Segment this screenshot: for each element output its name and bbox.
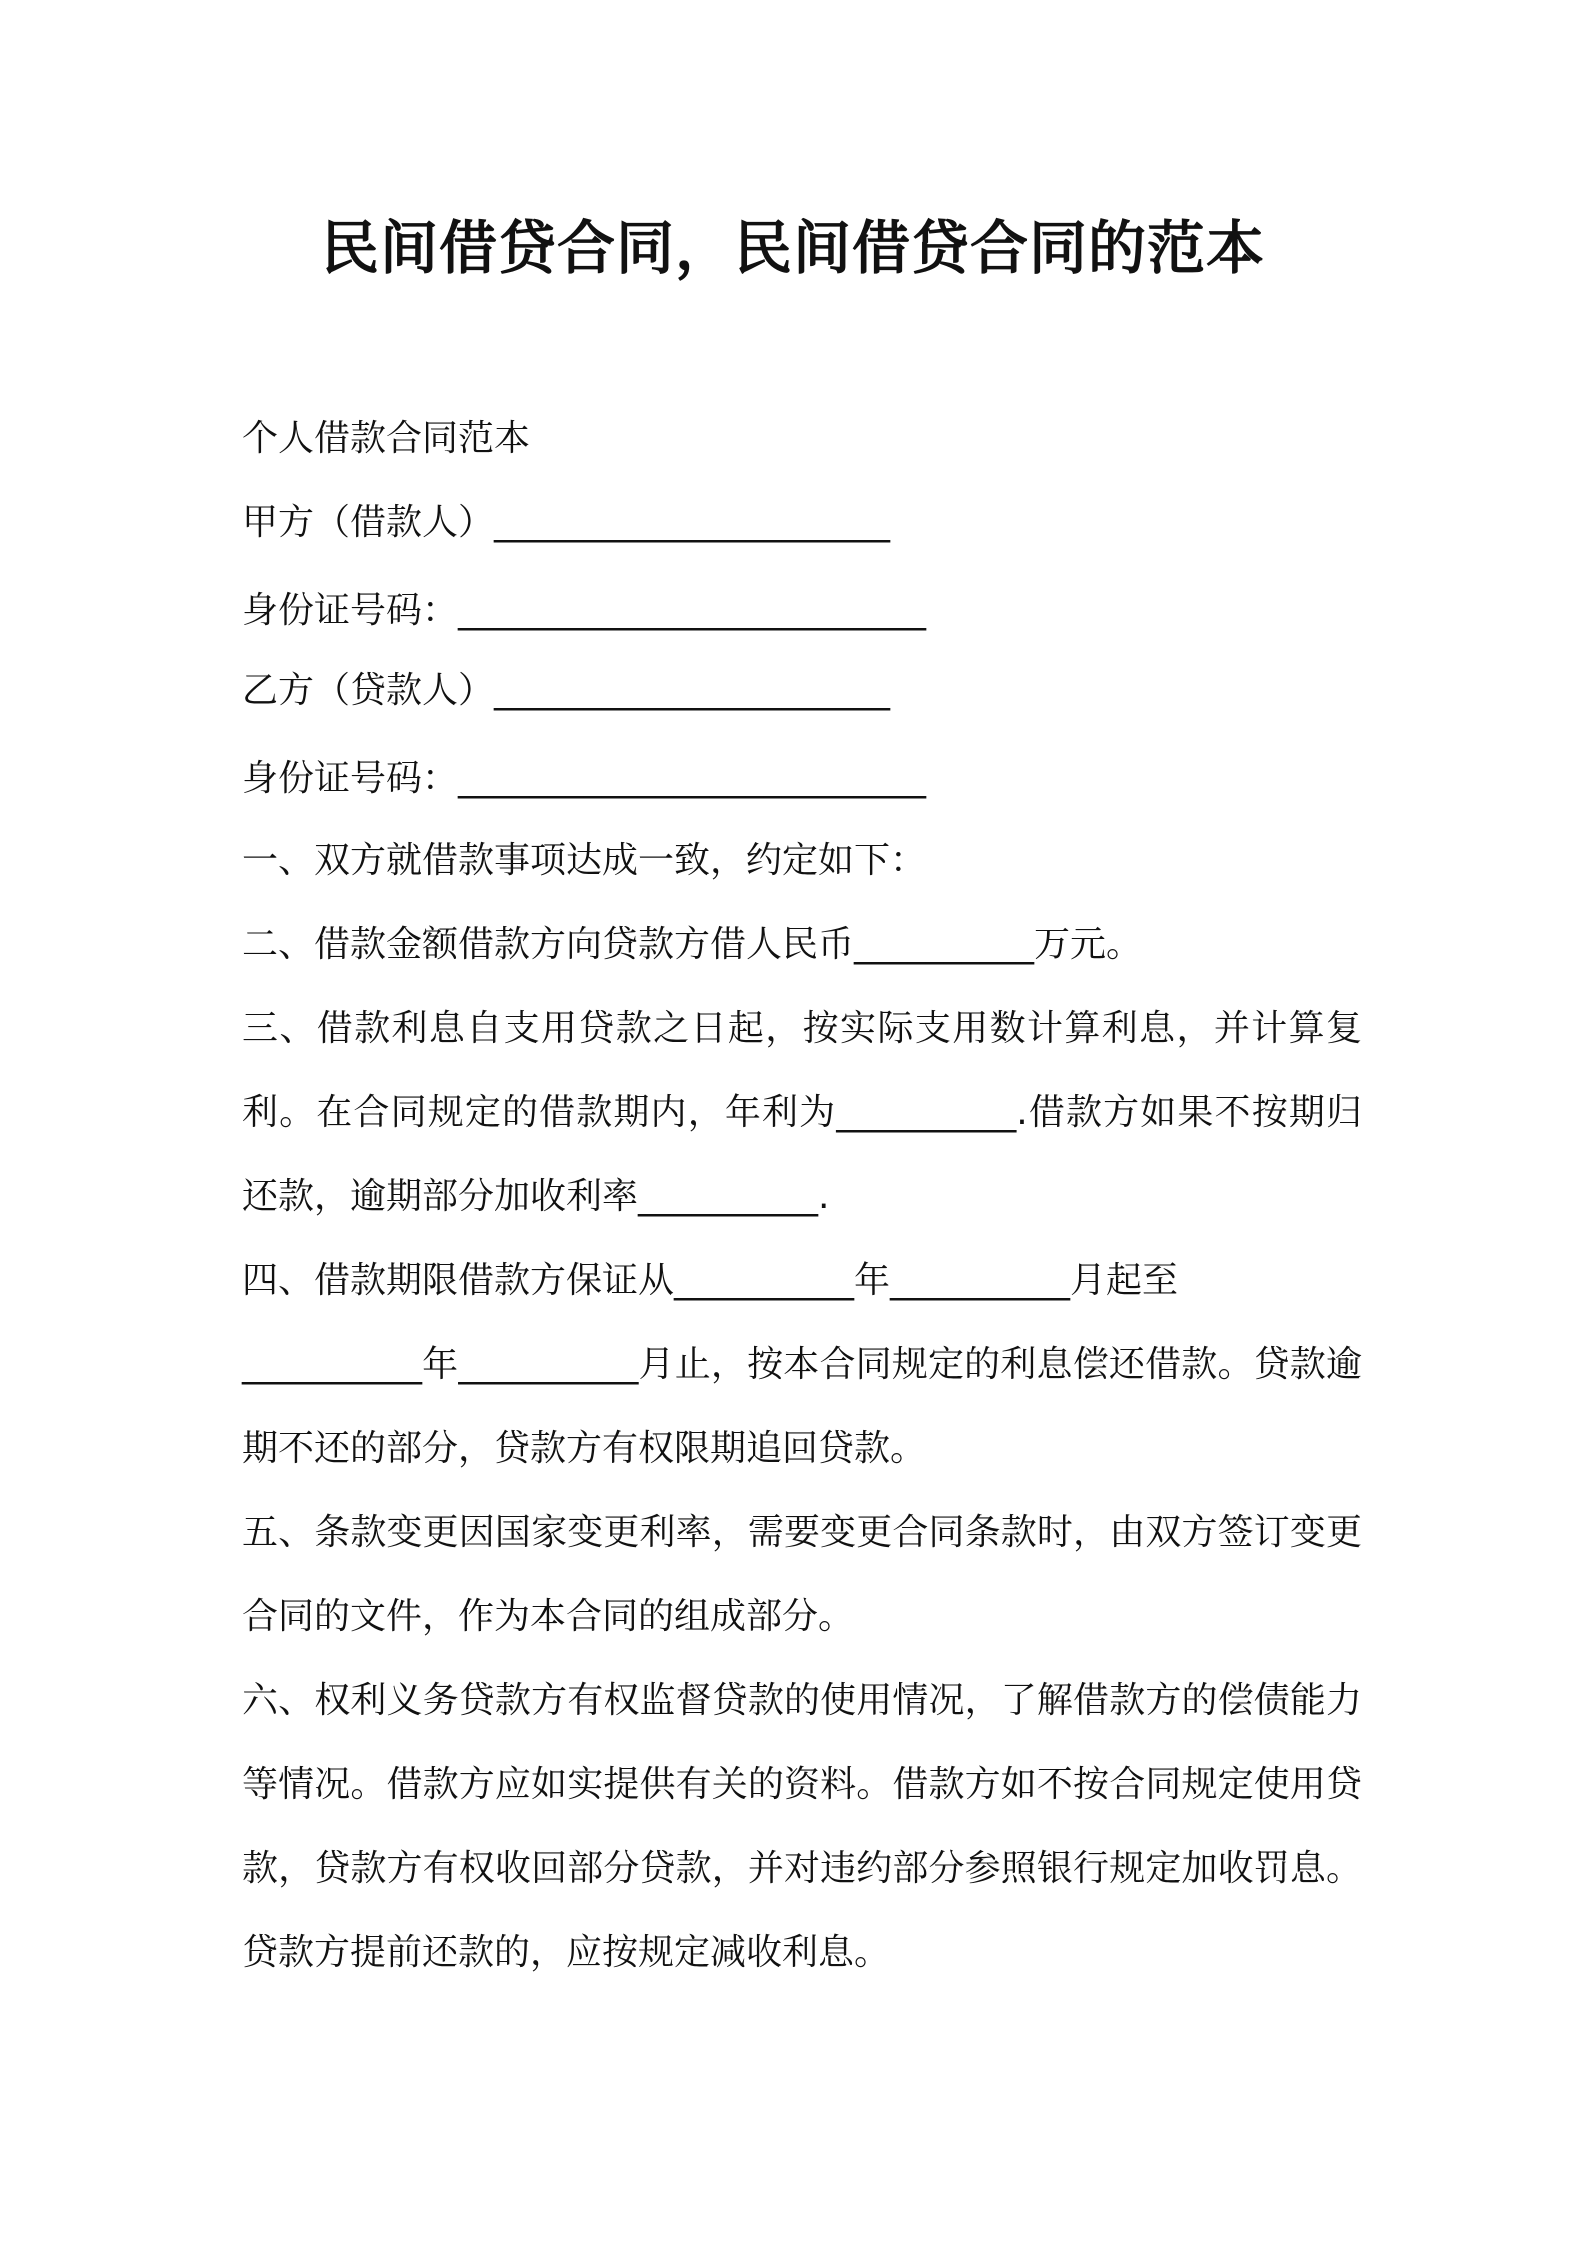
clause-4-text-a: 四、借款期限借款方保证从 bbox=[242, 1260, 675, 1301]
document-title: 民间借贷合同，民间借贷合同的范本 bbox=[320, 214, 1265, 282]
party-b-line bbox=[242, 666, 1362, 716]
party-b-id-blank: __________________________ bbox=[458, 758, 927, 799]
clause-3 bbox=[242, 987, 1362, 1239]
party-a-blank: ______________________ bbox=[494, 502, 891, 543]
clause-4 bbox=[242, 1239, 1362, 1491]
clause-4-text-c: 月起至 bbox=[1070, 1260, 1179, 1301]
clause-3-blank-1: __________ bbox=[836, 1092, 1017, 1133]
clause-2 bbox=[242, 903, 1362, 987]
clause-3-blank-2: __________ bbox=[638, 1176, 819, 1217]
party-a-id-line bbox=[242, 586, 1362, 636]
clause-3-text-a: 三、借款利息自支用贷款之日起，按实际支用数计算利息，并计算复利。在合同规定的借款期内，年利为 bbox=[242, 1008, 1362, 1133]
document-subtitle: 个人借款合同范本 bbox=[242, 418, 531, 459]
party-a-id-blank: __________________________ bbox=[458, 590, 927, 631]
clause-2-blank: __________ bbox=[854, 924, 1035, 965]
clause-3-text-c: . bbox=[818, 1176, 830, 1217]
clause-4-text-d: 年 bbox=[422, 1344, 459, 1385]
clause-2-text-a: 二、借款金额借款方向贷款方借人民币 bbox=[242, 924, 855, 965]
clause-4-blank-4: __________ bbox=[458, 1344, 639, 1385]
party-a-id-label: 身份证号码： bbox=[242, 590, 459, 631]
clause-4-text-e: 月止，按本合同规定的利息偿还借款。贷款逾期不还的部分，贷款方有权限期追回贷款。 bbox=[242, 1344, 1362, 1469]
party-b-id-label: 身份证号码： bbox=[242, 758, 459, 799]
clause-3-text-b: .借款方如果不按期归还款，逾期部分加收利率 bbox=[242, 1092, 1362, 1217]
party-a-label: 甲方（借款人） bbox=[242, 502, 495, 543]
clause-4-blank-1: __________ bbox=[674, 1260, 855, 1301]
party-a-line bbox=[242, 498, 1362, 548]
party-b-id-line bbox=[242, 754, 1362, 804]
clause-6: 六、权利义务贷款方有权监督贷款的使用情况，了解借款方的偿债能力等情况。借款方应如实提供有关的资料。借款方如不按合同规定使用贷款，贷款方有权收回部分贷款，并对违约部分参照银行规定加收罚息。贷款方提前还款的，应按规定减收利息。 bbox=[242, 1680, 1362, 1973]
clause-4-blank-3: __________ bbox=[242, 1344, 422, 1385]
clause-2-text-b: 万元。 bbox=[1034, 924, 1143, 965]
party-b-label: 乙方（贷款人） bbox=[242, 670, 495, 711]
clause-4-blank-2: __________ bbox=[890, 1260, 1071, 1301]
clause-1: 一、双方就借款事项达成一致，约定如下： bbox=[242, 840, 927, 881]
clause-4-text-b: 年 bbox=[854, 1260, 891, 1301]
party-b-blank: ______________________ bbox=[494, 670, 891, 711]
clause-5: 五、条款变更因国家变更利率，需要变更合同条款时，由双方签订变更合同的文件，作为本合同的组成部分。 bbox=[242, 1512, 1362, 1637]
